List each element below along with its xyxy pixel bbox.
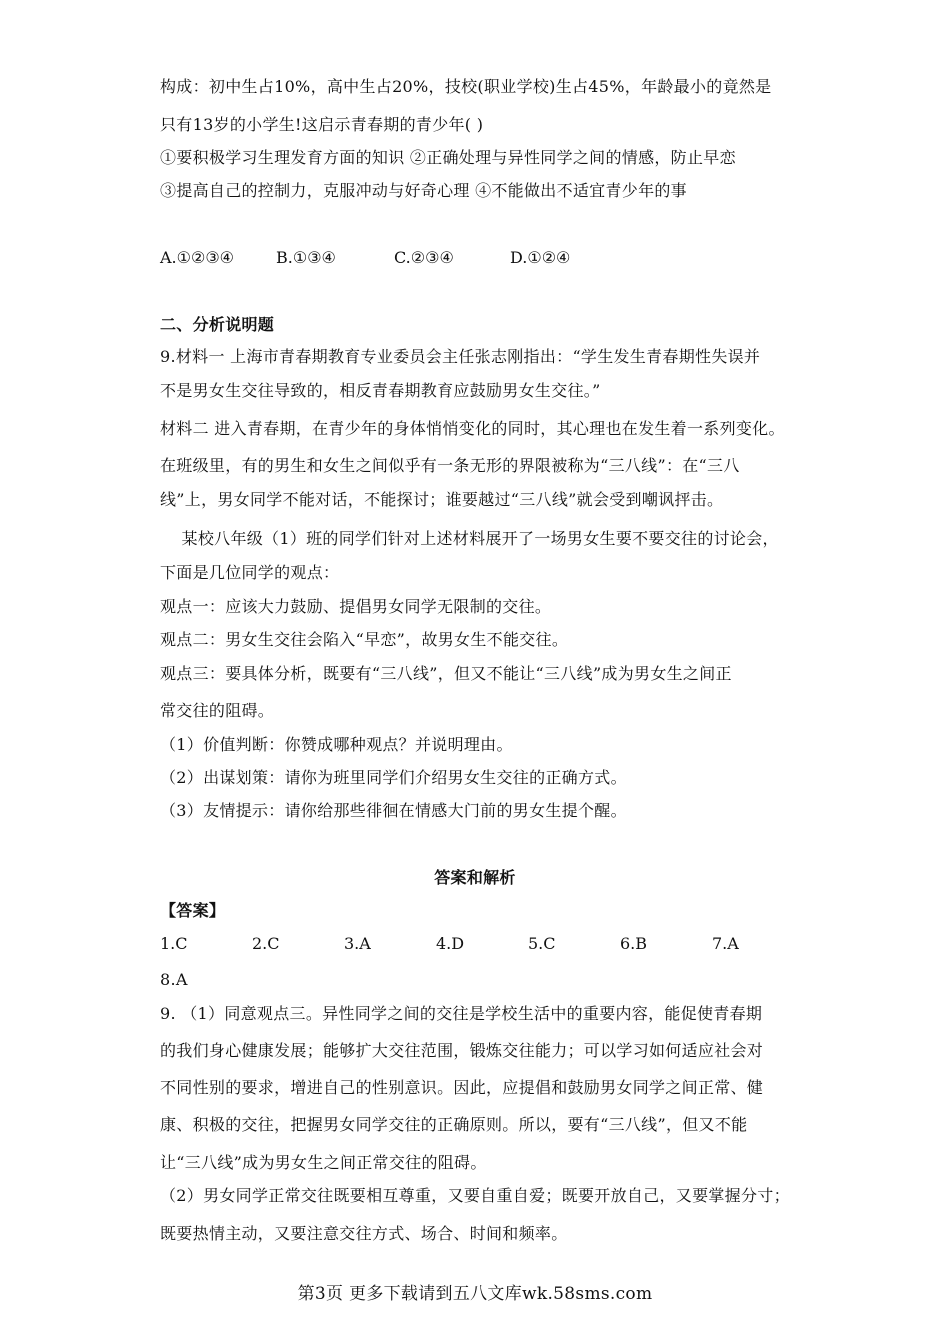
answer-3: 3.A — [344, 934, 371, 953]
explanation-line: （2）男女同学正常交往既要相互尊重，又要自重自爱；既要开放自己，又要掌握分寸； — [160, 1186, 790, 1205]
answer-7: 7.A — [712, 934, 739, 953]
explanation-line: 不同性别的要求，增进自己的性别意识。因此，应提倡和鼓励男女同学之间正常、健 — [160, 1078, 764, 1097]
viewpoint-line: 观点一：应该大力鼓励、提倡男女同学无限制的交往。 — [160, 597, 552, 616]
question-9-line: 在班级里，有的男生和女生之间似乎有一条无形的界限被称为“三八线”：在“三八 — [160, 456, 740, 475]
choice-a: A.①②③④ — [160, 248, 235, 267]
sub-question: （1）价值判断：你赞成哪种观点？并说明理由。 — [160, 735, 513, 754]
question-8-options-line: ①要积极学习生理发育方面的知识 ②正确处理与异性同学之间的情感，防止早恋 — [160, 148, 736, 167]
question-9-line: 下面是几位同学的观点： — [160, 563, 340, 582]
question-9-line: 9.材料一 上海市青春期教育专业委员会主任张志刚指出：“学生发生青春期性失误并 — [160, 347, 761, 366]
explanation-line: 9. （1）同意观点三。异性同学之间的交往是学校生活中的重要内容，能促使青春期 — [160, 1004, 763, 1023]
choice-c: C.②③④ — [394, 248, 454, 267]
answer-4: 4.D — [436, 934, 465, 953]
question-8-text-line: 构成：初中生占10%，高中生占20%，技校(职业学校)生占45%，年龄最小的竟然是 — [160, 77, 772, 96]
question-9-line: 线”上，男女同学不能对话，不能探讨；谁要越过“三八线”就会受到嘲讽抨击。 — [160, 490, 724, 509]
viewpoint-line: 观点二：男女生交往会陷入“早恋”，故男女生不能交往。 — [160, 630, 569, 649]
choice-d: D.①②④ — [510, 248, 571, 267]
answer-5: 5.C — [528, 934, 556, 953]
viewpoint-line: 常交往的阻碍。 — [160, 701, 275, 720]
explanation-line: 的我们身心健康发展；能够扩大交往范围，锻炼交往能力；可以学习如何适应社会对 — [160, 1041, 764, 1060]
explanation-line: 康、积极的交往，把握男女同学交往的正确原则。所以，要有“三八线”，但又不能 — [160, 1115, 748, 1134]
answers-title: 答案和解析 — [434, 868, 516, 887]
viewpoint-line: 观点三：要具体分析，既要有“三八线”，但又不能让“三八线”成为男女生之间正 — [160, 664, 732, 683]
question-9-line: 某校八年级（1）班的同学们针对上述材料展开了一场男女生要不要交往的讨论会， — [160, 529, 779, 548]
answer-6: 6.B — [620, 934, 648, 953]
question-8-text-line: 只有13岁的小学生!这启示青春期的青少年( ) — [160, 115, 484, 134]
page-footer: 第3页 更多下载请到五八文库wk.58sms.com — [297, 1284, 653, 1304]
choice-b: B.①③④ — [276, 248, 336, 267]
question-8-options-line: ③提高自己的控制力，克服冲动与好奇心理 ④不能做出不适宜青少年的事 — [160, 181, 687, 200]
answers-label: 【答案】 — [160, 901, 226, 920]
question-9-line: 不是男女生交往导致的，相反青春期教育应鼓励男女生交往。” — [160, 381, 601, 400]
section-heading: 二、分析说明题 — [160, 315, 275, 334]
sub-question: （3）友情提示：请你给那些徘徊在情感大门前的男女生提个醒。 — [160, 801, 627, 820]
sub-question: （2）出谋划策：请你为班里同学们介绍男女生交往的正确方式。 — [160, 768, 627, 787]
answer-1: 1.C — [160, 934, 188, 953]
answer-8: 8.A — [160, 970, 188, 989]
explanation-line: 既要热情主动，又要注意交往方式、场合、时间和频率。 — [160, 1224, 568, 1243]
question-9-line: 材料二 进入青春期，在青少年的身体悄悄变化的同时，其心理也在发生着一系列变化。 — [160, 419, 785, 438]
answer-2: 2.C — [252, 934, 280, 953]
explanation-line: 让“三八线”成为男女生之间正常交往的阻碍。 — [160, 1153, 487, 1172]
